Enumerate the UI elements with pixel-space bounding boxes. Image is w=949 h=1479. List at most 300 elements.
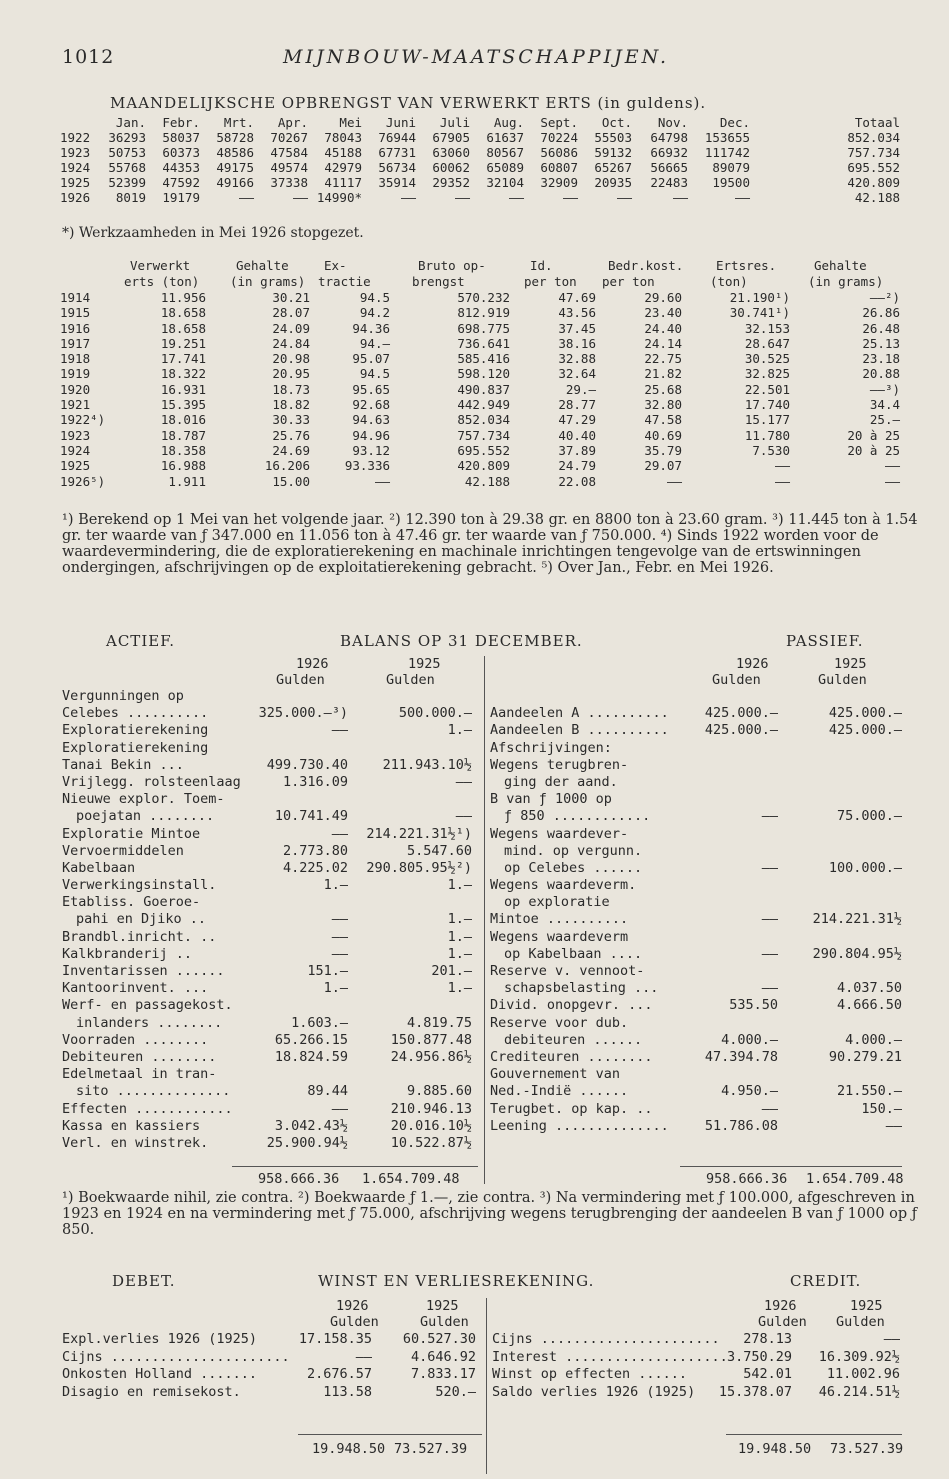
balans-right-year-1925: 1925 (834, 656, 867, 672)
table-cell: 24.14 (644, 335, 682, 351)
item-value-1926: 47.394.78 (704, 1048, 778, 1065)
list-item (492, 1384, 902, 1402)
annual-column-subheader: (in grams) (230, 274, 306, 289)
table-cell: 16.988 (160, 458, 206, 474)
table-cell: —— (774, 458, 790, 474)
list-item (62, 688, 480, 705)
table-cell: 598.120 (457, 366, 510, 382)
table-cell: —— (672, 190, 688, 205)
table-cell: 49166 (216, 175, 254, 190)
table-cell: 60373 (162, 145, 200, 160)
item-value-1926: 535.50 (729, 997, 778, 1014)
item-value-1925: 16.309.92½ (818, 1348, 900, 1365)
table-cell: 22.75 (644, 351, 682, 367)
table-cell: 18.82 (272, 397, 310, 413)
item-value-1925: 500.000.— (398, 705, 472, 722)
table-cell: 20 à 25 (847, 427, 900, 443)
balans-right-currency-1925: Gulden (818, 672, 867, 688)
table-cell: 50753 (108, 145, 146, 160)
wv-total-left-1926: 19.948.50 (312, 1441, 386, 1457)
table-cell: 17.741 (160, 351, 206, 367)
item-value-1926: 1.603.— (291, 1014, 348, 1031)
item-label: Werf- en passagekost. (62, 997, 233, 1014)
balans-left-total-rule (232, 1166, 478, 1167)
table-row (60, 428, 900, 443)
table-cell: —— (508, 190, 524, 205)
list-item (490, 963, 902, 980)
monthly-column-header: Aug. (493, 115, 524, 130)
list-item (62, 774, 480, 791)
monthly-footnote: *) Werkzaamheden in Mei 1926 stopgezet. (62, 225, 364, 241)
table-cell: 56665 (650, 160, 688, 175)
item-label: Debiteuren ........ (62, 1048, 217, 1065)
table-cell: 18.658 (160, 305, 206, 321)
wv-total-right-1926: 19.948.50 (738, 1441, 812, 1457)
balans-total-right-1926: 958.666.36 (706, 1171, 788, 1187)
table-cell: 25.68 (644, 381, 682, 397)
table-row (60, 474, 900, 489)
annual-column-header: Bedr.kost. (608, 258, 684, 273)
annual-column-subheader: per ton (602, 274, 655, 289)
table-cell: 698.775 (457, 320, 510, 336)
table-cell: 37.89 (558, 442, 596, 458)
table-cell: 49175 (216, 160, 254, 175)
list-item (62, 843, 480, 860)
table-cell: 23.18 (862, 351, 900, 367)
item-label: Afschrijvingen: (490, 739, 612, 756)
list-item (490, 1049, 902, 1066)
row-year: 1922 (60, 130, 91, 145)
table-cell: 58037 (162, 130, 200, 145)
table-row (60, 321, 900, 336)
item-label: Kassa en kassiers (62, 1117, 201, 1134)
table-cell: 49574 (270, 160, 308, 175)
item-value-1925: 1.— (447, 722, 472, 739)
table-cell: 55768 (108, 160, 146, 175)
table-cell: 420.809 (847, 175, 900, 190)
table-cell: 26.48 (862, 320, 900, 336)
item-value-1926: —— (761, 980, 778, 997)
table-cell: 63060 (432, 145, 470, 160)
list-item (490, 705, 902, 722)
list-item (490, 946, 902, 963)
table-cell: 19500 (712, 175, 750, 190)
table-cell: 40.69 (644, 427, 682, 443)
table-cell: 94.63 (352, 412, 390, 428)
balans-total-left-1925: 1.654.709.48 (362, 1171, 460, 1187)
item-value-1926: 1.— (323, 877, 348, 894)
table-cell: 47584 (270, 145, 308, 160)
table-cell: 18.787 (160, 427, 206, 443)
table-cell: 16.931 (160, 381, 206, 397)
table-cell: 67905 (432, 130, 470, 145)
table-row (60, 458, 900, 473)
item-label: Cijns ...................... (492, 1331, 720, 1347)
table-row (60, 382, 900, 397)
row-year: 1919 (60, 366, 91, 382)
item-label: Wegens waardever- (490, 825, 629, 842)
table-cell: 18.358 (160, 442, 206, 458)
table-cell: 59132 (594, 145, 632, 160)
balans-total-left-1926: 958.666.36 (258, 1171, 340, 1187)
table-cell: 20.95 (272, 366, 310, 382)
table-cell: 28.647 (744, 335, 790, 351)
item-value-1925: 425.000.— (828, 705, 902, 722)
table-cell: 42.188 (854, 190, 900, 205)
list-item (62, 997, 480, 1014)
table-cell: 490.837 (457, 381, 510, 397)
row-year: 1923 (60, 427, 91, 443)
table-cell: —— (774, 473, 790, 489)
item-value-1926: —— (331, 1100, 348, 1117)
table-cell: 8019 (115, 190, 146, 205)
row-year: 1923 (60, 145, 91, 160)
table-cell: —— (454, 190, 470, 205)
item-value-1925: 214.221.31½ (812, 911, 902, 928)
wv-left-year-1926: 1926 (336, 1298, 369, 1314)
wv-left-total-rule (298, 1434, 482, 1435)
table-cell: 585.416 (457, 351, 510, 367)
monthly-column-header: Mrt. (223, 115, 254, 130)
table-cell: 95.07 (352, 351, 390, 367)
table-row (60, 190, 900, 205)
table-cell: 70224 (540, 130, 578, 145)
row-year: 1920 (60, 381, 91, 397)
table-cell: 757.734 (457, 427, 510, 443)
item-label: Crediteuren ........ (490, 1048, 653, 1065)
list-item (62, 1101, 480, 1118)
table-cell: 94.36 (352, 320, 390, 336)
table-cell: 16.206 (264, 458, 310, 474)
list-item (62, 963, 480, 980)
balans-actief-list (62, 688, 480, 1152)
table-cell: 47.69 (558, 290, 596, 305)
table-cell: 29.07 (644, 458, 682, 474)
table-cell: 17.740 (744, 397, 790, 413)
item-value-1925: 4.666.50 (836, 997, 902, 1014)
row-year: 1924 (60, 160, 91, 175)
table-cell: 23.40 (644, 305, 682, 321)
annual-column-subheader: (in grams) (808, 274, 884, 289)
table-cell: 52399 (108, 175, 146, 190)
table-cell: 40.40 (558, 427, 596, 443)
wv-total-right-1925: 73.527.39 (830, 1441, 904, 1457)
list-item (62, 808, 480, 825)
item-label: Leening .............. (490, 1117, 669, 1134)
item-value-1925: 100.000.— (828, 859, 902, 876)
item-label: Brandbl.inricht. .. (62, 928, 217, 945)
table-cell: —— (562, 190, 578, 205)
list-item (62, 1384, 480, 1402)
item-label: Vervoermiddelen (62, 842, 184, 859)
table-cell: 22483 (650, 175, 688, 190)
table-cell: 60062 (432, 160, 470, 175)
annual-footnotes: ¹) Berekend op 1 Mei van het volgende jaar. ²) 12.390 ton à 29.38 gr. en 8800 ton à 23.60 gram. ³) 11.445 ton à 1.54 gr. ter waarde van ƒ 347.000 en 11.056 ton à 47.46 gr. ter waarde van ƒ 750.000. ⁴) Sinds 1922 worden voor de waardevermindering, die de exploratierekening en machinale inrichtingen tengevolge van de ertswinningen ondergingen, afschrijvingen op de exploitatierekening gebracht. ⁵) Over Jan., Febr. en Mei 1926. (62, 512, 918, 576)
item-value-1925: 9.885.60 (406, 1083, 472, 1100)
item-label: inlanders ........ (76, 1014, 223, 1031)
table-cell: 29.— (565, 381, 596, 397)
item-value-1925: —— (883, 1331, 900, 1347)
item-label: Divid. onopgevr. ... (490, 997, 653, 1014)
list-item (62, 980, 480, 997)
table-cell: 32.153 (744, 320, 790, 336)
table-cell: —— (884, 458, 900, 474)
table-row (60, 397, 900, 412)
table-cell: 20.98 (272, 351, 310, 367)
table-row (60, 366, 900, 381)
table-cell: 47592 (162, 175, 200, 190)
item-value-1926: —— (331, 945, 348, 962)
item-value-1926: 151.— (307, 963, 348, 979)
table-cell: 95.65 (352, 381, 390, 397)
row-year: 1917 (60, 335, 91, 351)
table-row (60, 175, 900, 190)
item-label: Aandeelen B .......... (490, 722, 669, 739)
item-value-1925: 10.522.87½ (390, 1134, 472, 1151)
table-cell: 22.501 (744, 381, 790, 397)
table-cell: 30.741¹) (729, 305, 790, 321)
list-item (62, 1135, 480, 1152)
table-cell: 14990* (316, 190, 362, 205)
row-year: 1918 (60, 351, 91, 367)
wv-total-left-1925: 73.527.39 (394, 1441, 468, 1457)
table-cell: 28.07 (272, 305, 310, 321)
item-value-1926: —— (761, 859, 778, 876)
item-value-1925: 75.000.— (836, 808, 902, 825)
item-value-1926: —— (355, 1348, 372, 1365)
item-label: Winst op effecten ...... (492, 1366, 688, 1382)
annual-column-subheader: per ton (524, 274, 577, 289)
monthly-column-header: Nov. (657, 115, 688, 130)
table-cell: 20 à 25 (847, 442, 900, 458)
item-label: B van ƒ 1000 op (490, 791, 612, 808)
list-item (490, 929, 902, 946)
item-value-1926: 1.316.09 (282, 773, 348, 790)
item-value-1926: 278.13 (743, 1331, 792, 1347)
item-label: Verl. en winstrek. (62, 1134, 209, 1151)
item-value-1926: 17.158.35 (298, 1331, 372, 1347)
list-item (62, 791, 480, 808)
balans-passief-label: PASSIEF. (786, 632, 864, 650)
monthly-header-row (60, 115, 900, 130)
table-cell: 20935 (594, 175, 632, 190)
wv-left-currency-1925: Gulden (420, 1314, 469, 1330)
item-label: Expl.verlies 1926 (1925) (62, 1331, 258, 1347)
item-label: Celebes .......... (62, 705, 209, 722)
table-cell: 18.016 (160, 412, 206, 428)
monthly-column-header: Jan. (115, 115, 146, 130)
list-item (492, 1366, 902, 1384)
table-cell: 35914 (378, 175, 416, 190)
table-cell: —— (884, 473, 900, 489)
item-value-1926: 4.950.— (721, 1083, 778, 1100)
item-value-1926: —— (331, 722, 348, 739)
list-item (490, 1015, 902, 1032)
table-cell: 35.79 (644, 442, 682, 458)
balans-right-currency-1926: Gulden (712, 672, 761, 688)
table-cell: 32.88 (558, 351, 596, 367)
annual-column-subheader: erts (ton) (124, 274, 200, 289)
row-year: 1921 (60, 397, 91, 413)
annual-column-header: Bruto op- (418, 258, 486, 273)
table-cell: 570.232 (457, 290, 510, 305)
table-cell: 20.88 (862, 366, 900, 382)
table-cell: 32.825 (744, 366, 790, 382)
item-value-1926: —— (761, 945, 778, 962)
table-cell: 25.13 (862, 335, 900, 351)
item-label: Vrijlegg. rolsteenlaag (62, 773, 241, 790)
table-cell: 37.45 (558, 320, 596, 336)
wv-right-year-1926: 1926 (764, 1298, 797, 1314)
item-value-1926: 65.266.15 (274, 1031, 348, 1048)
wv-title: WINST EN VERLIESREKENING. (318, 1272, 595, 1290)
table-cell: 7.530 (752, 442, 790, 458)
item-value-1925: 11.002.96 (826, 1366, 900, 1382)
table-cell: 852.034 (457, 412, 510, 428)
annual-header-row-1 (60, 258, 900, 274)
table-cell: 94.5 (359, 366, 390, 382)
table-cell: 25.— (869, 412, 900, 428)
table-cell: 42979 (324, 160, 362, 175)
balans-divider (484, 656, 485, 1184)
monthly-table-title: MAANDELIJKSCHE OPBRENGST VAN VERWERKT ERTS (in guldens). (110, 94, 707, 112)
table-cell: 24.79 (558, 458, 596, 474)
table-cell: 15.00 (272, 473, 310, 489)
item-value-1926: 425.000.— (704, 705, 778, 722)
list-item (492, 1349, 902, 1367)
item-value-1925: —— (455, 808, 472, 825)
item-label: Reserve voor dub. (490, 1014, 629, 1031)
annual-column-header: Gehalte (236, 258, 289, 273)
item-label: op exploratie (504, 894, 610, 911)
item-value-1926: —— (761, 1100, 778, 1117)
wv-right-total-rule (726, 1434, 902, 1435)
item-value-1926: 2.676.57 (306, 1366, 372, 1382)
table-cell: 32104 (486, 175, 524, 190)
item-label: Wegens terugbren- (490, 756, 629, 773)
wv-left-year-1925: 1925 (426, 1298, 459, 1314)
page-number: 1012 (62, 46, 115, 68)
item-value-1926: —— (761, 911, 778, 928)
item-label: Wegens waardeverm. (490, 877, 637, 894)
table-cell: 812.919 (457, 305, 510, 321)
table-cell: 19.251 (160, 335, 206, 351)
table-cell: 25.76 (272, 427, 310, 443)
table-cell: 111742 (704, 145, 750, 160)
table-cell: —— (292, 190, 308, 205)
table-cell: 76944 (378, 130, 416, 145)
item-value-1926: 325.000.—³) (258, 705, 348, 722)
item-value-1926: 4.000.— (721, 1031, 778, 1048)
table-cell: 30.21 (272, 290, 310, 305)
wv-debet-label: DEBET. (112, 1272, 176, 1290)
table-row (60, 305, 900, 320)
table-cell: 30.33 (272, 412, 310, 428)
item-value-1926: —— (761, 808, 778, 825)
table-cell: 852.034 (847, 130, 900, 145)
table-cell: 420.809 (457, 458, 510, 474)
item-value-1925: 214.221.31½¹) (366, 825, 472, 842)
item-value-1925: 4.819.75 (406, 1014, 472, 1031)
item-label: Edelmetaal in tran- (62, 1066, 217, 1083)
wv-left-currency-1926: Gulden (330, 1314, 379, 1330)
list-item (62, 860, 480, 877)
item-value-1926: 425.000.— (704, 722, 778, 739)
annual-column-subheader: brengst (412, 274, 465, 289)
list-item (62, 1331, 480, 1349)
table-cell: —— (616, 190, 632, 205)
item-value-1925: 290.804.95½ (812, 945, 902, 962)
table-cell: 42.188 (464, 473, 510, 489)
item-label: Gouvernement van (490, 1066, 621, 1083)
list-item (490, 757, 902, 774)
item-value-1925: 4.000.— (845, 1031, 902, 1048)
list-item (62, 1349, 480, 1367)
table-cell: 15.177 (744, 412, 790, 428)
item-value-1926: 499.730.40 (266, 756, 348, 773)
annual-column-header: Ex- (324, 258, 347, 273)
table-row (60, 351, 900, 366)
balans-actief-label: ACTIEF. (106, 632, 176, 650)
item-value-1925: 4.646.92 (410, 1348, 476, 1365)
table-cell: 24.40 (644, 320, 682, 336)
item-value-1925: —— (455, 773, 472, 790)
list-item (490, 894, 902, 911)
item-label: poejatan ........ (76, 808, 215, 825)
list-item (490, 1101, 902, 1118)
row-year: 1925 (60, 175, 91, 190)
table-cell: 11.956 (160, 290, 206, 305)
item-value-1925: 210.946.13 (390, 1100, 472, 1117)
table-cell: 61637 (486, 130, 524, 145)
table-cell: 45188 (324, 145, 362, 160)
list-item (490, 722, 902, 739)
list-item (62, 894, 480, 911)
item-label: op Celebes ...... (504, 859, 643, 876)
item-label: Saldo verlies 1926 (1925) (492, 1383, 696, 1400)
item-label: Aandeelen A .......... (490, 705, 669, 722)
list-item (62, 1366, 480, 1384)
table-cell: 93.12 (352, 442, 390, 458)
item-value-1926: 3.750.29 (726, 1348, 792, 1365)
table-cell: 65267 (594, 160, 632, 175)
item-label: Kantoorinvent. ... (62, 980, 209, 997)
item-value-1926: 89.44 (307, 1083, 348, 1100)
table-cell: 30.525 (744, 351, 790, 367)
item-value-1925: 21.550.— (836, 1083, 902, 1100)
item-label: Tanai Bekin ... (62, 756, 184, 773)
table-cell: 24.09 (272, 320, 310, 336)
table-cell: 94.5 (359, 290, 390, 305)
item-label: Kabelbaan (62, 859, 136, 876)
item-value-1925: 150.877.48 (390, 1031, 472, 1048)
wv-debet-list (62, 1331, 480, 1401)
balans-right-total-rule (680, 1166, 902, 1167)
wv-right-currency-1926: Gulden (758, 1314, 807, 1330)
table-cell: 442.949 (457, 397, 510, 413)
table-cell: —— (374, 473, 390, 489)
item-label: Ned.-Indië ...... (490, 1083, 629, 1100)
table-cell: 37338 (270, 175, 308, 190)
list-item (490, 877, 902, 894)
row-year: 1926 (60, 190, 91, 205)
row-year: 1924 (60, 442, 91, 458)
item-label: Terugbet. op kap. .. (490, 1100, 653, 1117)
table-cell: 695.552 (847, 160, 900, 175)
table-cell: 153655 (704, 130, 750, 145)
balans-left-currency-1925: Gulden (386, 672, 435, 688)
item-value-1925: 201.— (431, 963, 472, 979)
